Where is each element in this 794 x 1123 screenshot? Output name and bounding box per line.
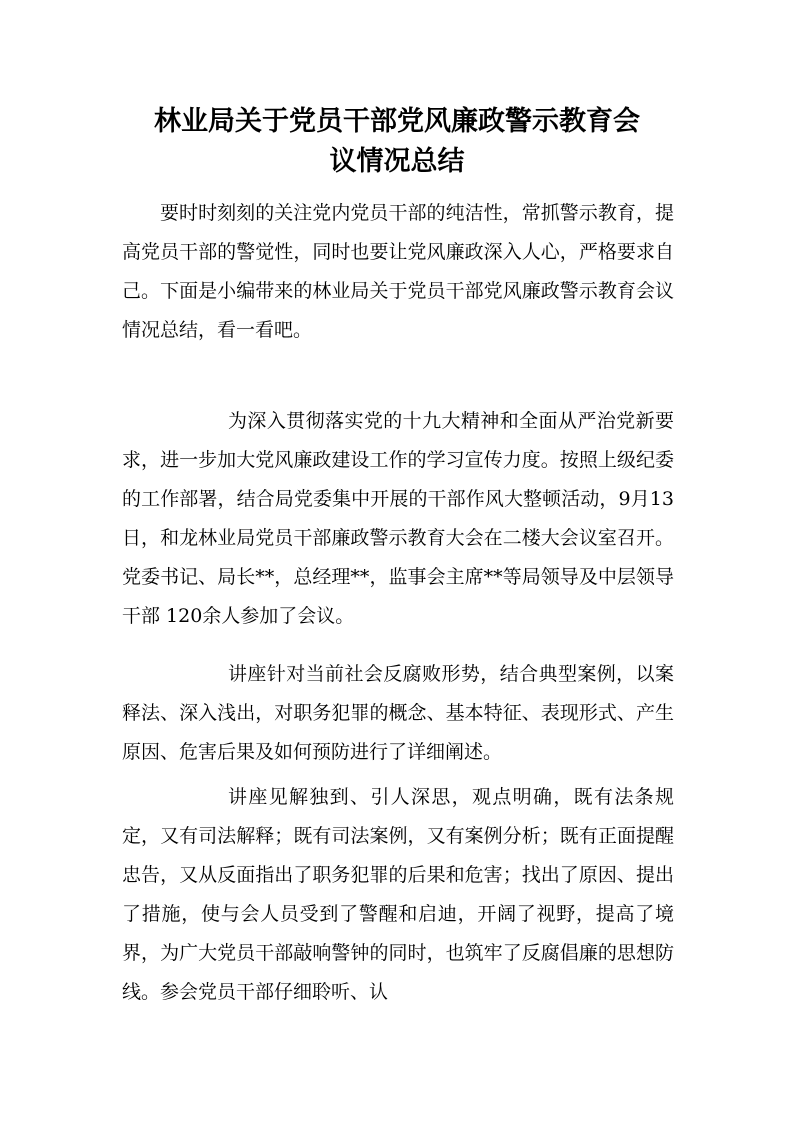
intro-paragraph: 要时时刻刻的关注党内党员干部的纯洁性，常抓警示教育，提高党员干部的警觉性，同时也要让党风廉政深入人心，严格要求自己。下面是小编带来的林业局关于党员干部党风廉政警示教育会议情况总结，看一看吧。	[122, 202, 674, 341]
body-paragraph-3: 讲座见解独到、引人深思，观点明确，既有法条规定，又有司法解释；既有司法案例，又有案例分析；既有正面提醒忠告，又从反面指出了职务犯罪的后果和危害；找出了原因、提出了措施，使与会人员受到了警醒和启迪，开阔了视野，提高了境界，为广大党员干部敲响警钟的同时，也筑牢了反腐倡廉的思想防线。参会党员干部仔细聆听、认	[122, 786, 674, 1003]
document-title-line-1: 林业局关于党员干部党风廉政警示教育会	[154, 106, 640, 137]
document-title-line-2: 议情况总结	[329, 146, 465, 177]
body-paragraph-1: 为深入贯彻落实党的十九大精神和全面从严治党新要求，进一步加大党风廉政建设工作的学习宣传力度。按照上级纪委的工作部署，结合局党委集中开展的干部作风大整顿活动，9月13日，和龙林业局党员干部廉政警示教育大会在二楼大会议室召开。党委书记、局长**，总经理**，监事会主席**等局领导及中层领导干部 120余人参加了会议。	[122, 410, 674, 627]
body-paragraph-2: 讲座针对当前社会反腐败形势，结合典型案例，以案释法、深入浅出，对职务犯罪的概念、基本特征、表现形式、产生原因、危害后果及如何预防进行了详细阐述。	[122, 663, 674, 763]
